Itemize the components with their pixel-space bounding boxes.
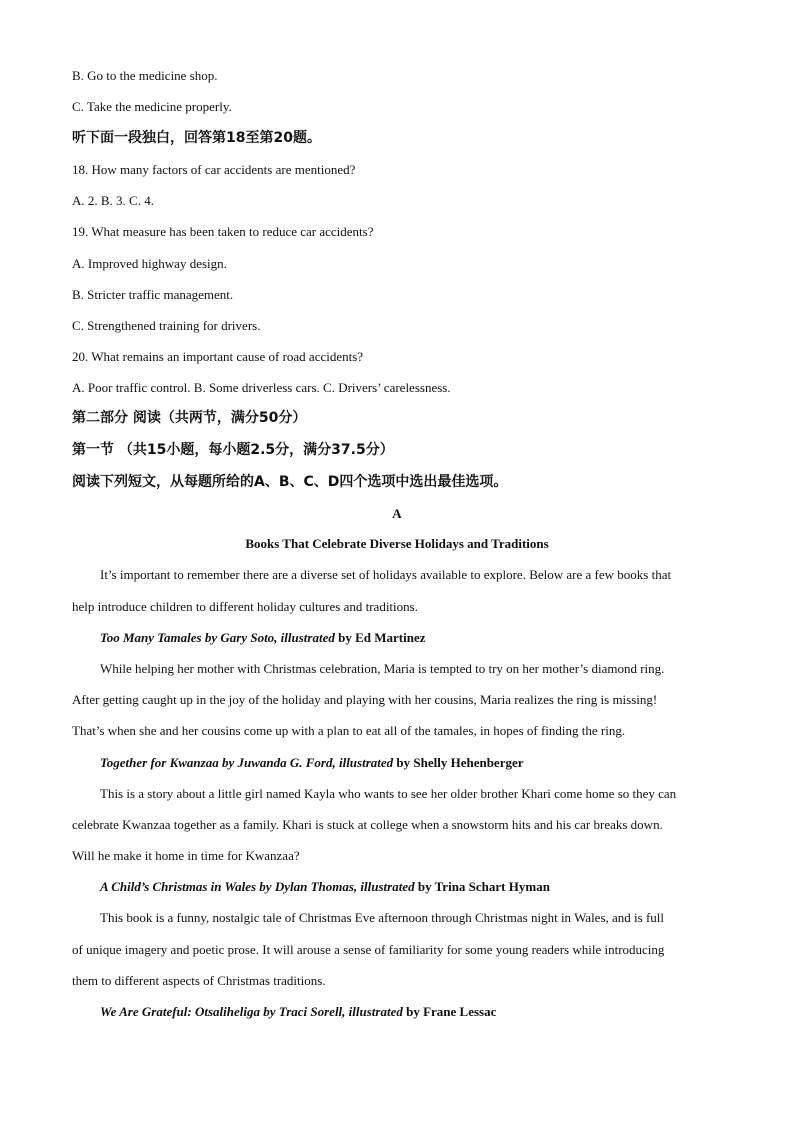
q20-options: A. Poor traffic control. B. Some driverless cars. C. Drivers’ carelessness. xyxy=(72,380,451,395)
monologue-instruction: 听下面一段独白，回答第18至第20题。 xyxy=(72,130,321,146)
book-title-1 xyxy=(100,630,426,646)
q17-option-c: C. Take the medicine properly. xyxy=(72,99,232,114)
book3-desc-1: This book is a funny, nostalgic tale of Christmas Eve afternoon through Christmas night in Wales, and is full xyxy=(100,910,665,925)
book1-desc-3: That’s when she and her cousins come up with a plan to eat all of the tamales, in hopes of finding the ring. xyxy=(72,723,626,738)
book-title-4 xyxy=(100,1004,496,1020)
book-title-2 xyxy=(100,755,524,771)
part2-heading: 第二部分 阅读（共两节，满分50分） xyxy=(72,410,307,426)
book2-desc-3: Will he make it home in time for Kwanzaa? xyxy=(72,848,300,863)
book3-desc-3: them to different aspects of Christmas traditions. xyxy=(72,973,326,988)
book-title-text: Too Many Tamales by Gary Soto, illustrated xyxy=(100,630,335,645)
book2-desc-1: This is a story about a little girl named Kayla who wants to see her older brother Khari come home so they can xyxy=(100,786,677,801)
book-title-3 xyxy=(100,879,550,895)
book-title-text: We Are Grateful: Otsaliheliga by Traci Sorell, illustrated xyxy=(100,1004,403,1019)
book2-desc-2: celebrate Kwanzaa together as a family. Khari is stuck at college when a snowstorm hits and his car breaks down. xyxy=(72,817,663,832)
passage-title: Books That Celebrate Diverse Holidays and Traditions xyxy=(245,536,549,551)
book-illustrator: by Trina Schart Hyman xyxy=(414,879,550,894)
q19-option-c: C. Strengthened training for drivers. xyxy=(72,318,261,333)
q18-options: A. 2. B. 3. C. 4. xyxy=(72,193,154,208)
section1-heading: 第一节 （共15小题，每小题2.5分，满分37.5分） xyxy=(72,442,394,458)
book-illustrator: by Frane Lessac xyxy=(402,1004,497,1019)
reading-instruction: 阅读下列短文，从每题所给的A、B、C、D四个选项中选出最佳选项。 xyxy=(72,474,508,490)
book3-desc-2: of unique imagery and poetic prose. It will arouse a sense of familiarity for some young readers while introducing xyxy=(72,942,665,957)
passage-letter: A xyxy=(392,506,402,521)
book-title-text: A Child’s Christmas in Wales by Dylan Thomas, illustrated xyxy=(100,879,415,894)
intro-line-2: help introduce children to different holiday cultures and traditions. xyxy=(72,599,418,614)
q20-question: 20. What remains an important cause of road accidents? xyxy=(72,349,364,364)
q19-question: 19. What measure has been taken to reduce car accidents? xyxy=(72,224,374,239)
book1-desc-2: After getting caught up in the joy of the holiday and playing with her cousins, Maria realizes the ring is missing! xyxy=(72,692,658,707)
q19-option-b: B. Stricter traffic management. xyxy=(72,287,234,302)
q17-option-b: B. Go to the medicine shop. xyxy=(72,68,218,83)
book-illustrator: by Ed Martinez xyxy=(334,630,426,645)
book1-desc-1: While helping her mother with Christmas celebration, Maria is tempted to try on her mother’s diamond ring. xyxy=(100,661,665,676)
intro-line-1: It’s important to remember there are a diverse set of holidays available to explore. Below are a few books that xyxy=(100,567,672,582)
book-illustrator: by Shelly Hehenberger xyxy=(393,755,524,770)
q19-option-a: A. Improved highway design. xyxy=(72,256,227,271)
q18-question: 18. How many factors of car accidents are mentioned? xyxy=(72,162,356,177)
book-title-text: Together for Kwanzaa by Juwanda G. Ford, illustrated xyxy=(100,755,394,770)
